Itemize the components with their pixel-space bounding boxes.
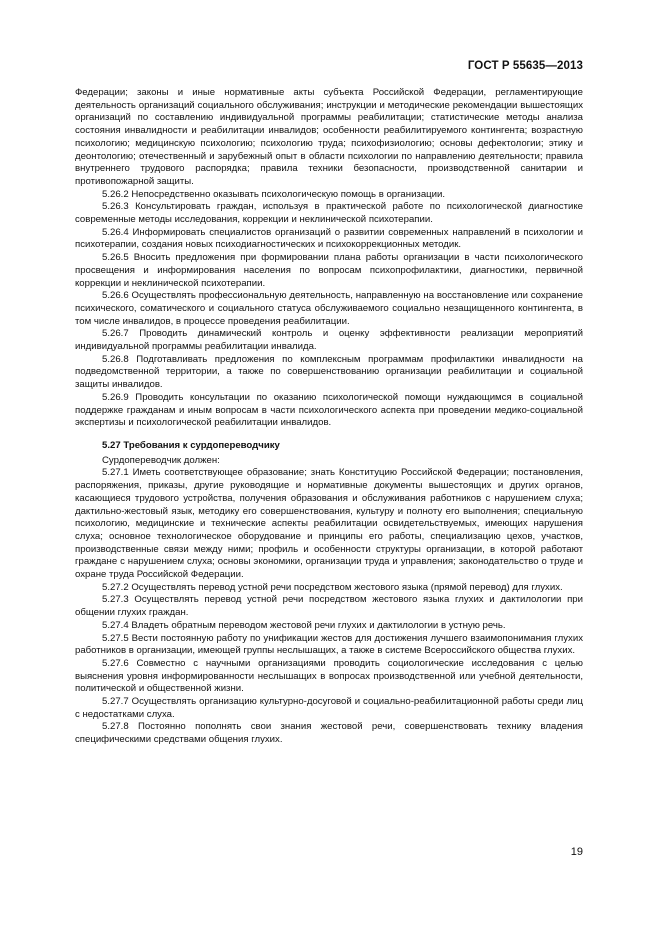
- clause-5-26-6: 5.26.6 Осуществлять профессиональную деятельность, направленную на восстановление или сохранение психического, соматического и социального статуса обслуживаемого социально незащищенного контингента, в том числе инвалидов, в процессе проведения реабилитации.: [75, 290, 583, 327]
- clause-5-27-2: 5.27.2 Осуществлять перевод устной речи посредством жестового языка (прямой перевод) для глухих.: [102, 581, 563, 593]
- clause-5-26-3: 5.26.3 Консультировать граждан, используя в практической работе по психологической диагностике современные методы исследования, коррекции и неклинической психотерапии.: [75, 201, 583, 226]
- clause-5-26-4: 5.26.4 Информировать специалистов организаций о развитии современных направлений в психологии и психотерапии, создания новых психодиагностических и психокоррекционных методик.: [75, 226, 583, 251]
- clause-5-27-7: 5.27.7 Осуществлять организацию культурно-досуговой и социально-реабилитационной работы среди лиц с недостатками слуха.: [75, 696, 583, 720]
- section-heading-5-27: 5.27 Требования к сурдопереводчику: [102, 439, 280, 451]
- clause-5-27-5: 5.27.5 Вести постоянную работу по унификации жестов для достижения лучшего взаимопонимания глухих работников в организации, имеющей группы неслышащих, а также в системе Всероссийского общества глухих.: [75, 632, 583, 657]
- clause-5-26-2: 5.26.2 Непосредственно оказывать психологическую помощь в организации.: [102, 188, 446, 200]
- clause-5-27-6: 5.27.6 Совместно с научными организациями проводить социологические исследования с целью выяснения уровня информированности неслышащих в вопросах производственной или учебной деятельности, политической и общественной жизни.: [75, 657, 583, 695]
- clause-5-26-5: 5.26.5 Вносить предложения при формировании плана работы организации в части психологического просвещения и информирования населения по вопросам психопрофилактики, диагностики, первичной коррекции и неклинической психотерапии.: [75, 252, 583, 289]
- clause-5-27-4: 5.27.4 Владеть обратным переводом жестовой речи глухих и дактилологии в устную речь.: [102, 619, 506, 631]
- standard-number: ГОСТ Р 55635—2013: [467, 60, 583, 72]
- clause-5-26-7: 5.26.7 Проводить динамический контроль и оценку эффективности реализации мероприятий индивидуальной программы реабилитации инвалида.: [75, 328, 583, 353]
- clause-5-27-3: 5.27.3 Осуществлять перевод устной речи посредством жестового языка глухих и дактилологии при общении глухих граждан.: [75, 594, 583, 619]
- clause-5-26-8: 5.26.8 Подготавливать предложения по комплексным программам профилактики инвалидности на подведомственной территории, а также по совершенствованию организации реабилитации и социальной защиты инвалидов.: [75, 353, 583, 391]
- paragraph-continuation: Федерации; законы и иные нормативные акты субъекта Российской Федерации, регламентирующие деятельность организаций социального обслуживания; инструкции и методические рекомендации вышестоящих организаций по составлению индивидуальной программы реабилитации; статистические методы анализа состояния инвалидности и реабилитации инвалидов; особенности реабилитируемого контингента; возрастную психологию; медицинскую психологию; психологию труда; психофизиологию; основы дефектологии; этику и деонтологию; отечественный и зарубежный опыт в области психологии по направлению деятельности; правила внутреннего трудового распорядка; правила техники безопасности, производственной санитарии и противопожарной защиты.: [75, 87, 583, 187]
- clause-5-26-9: 5.26.9 Проводить консультации по оказанию психологической помощи нуждающимся в социальной поддержке гражданам и иным вопросам в части психологического аспекта при проведении медико-социальной экспертизы и психологической реабилитации инвалидов.: [75, 391, 583, 429]
- document-body: [75, 87, 583, 747]
- section-lead: Сурдопереводчик должен:: [102, 454, 220, 466]
- clause-5-27-1: 5.27.1 Иметь соответствующее образование; знать Конституцию Российской Федерации; постановления, распоряжения, приказы, другие руководящие и нормативные документы вышестоящих и других органов, касающиеся трудового устройства, получения образования и обслуживания работников с нарушением слуха; дактильно-жестовый язык, методику его совершенствования, культуру и полноту его выполнения; специальную психологию, медицинские и технические аспекты реабилитации освидетельствуемых, имеющих нарушения слуха; основное технологическое оборудование и принципы его работы, специализацию цехов, участков, производственные связи между ними; профиль и особенности структуры организации, в которой работают граждане с нарушением слуха; основы экономики, организации труда и управления; законодательство о труде и охране труда Российской Федерации.: [75, 467, 583, 581]
- clause-5-27-8: 5.27.8 Постоянно пополнять свои знания жестовой речи, совершенствовать технику владения специфическими средствами общения глухих.: [75, 721, 583, 746]
- page-number: 19: [570, 846, 583, 858]
